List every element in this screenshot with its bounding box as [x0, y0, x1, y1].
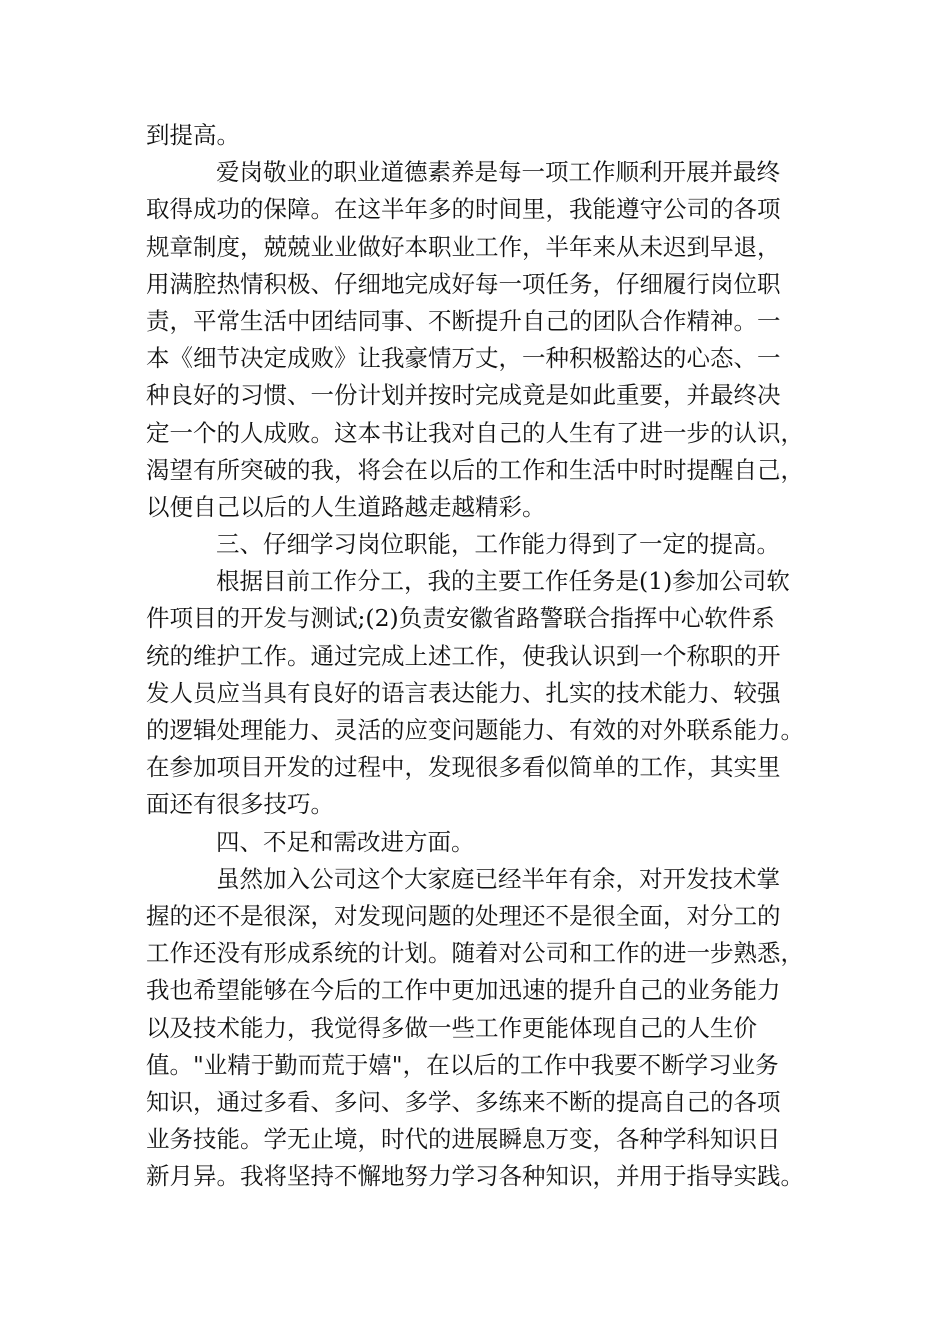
document-body: [146, 117, 810, 1195]
text-line: 工作还没有形成系统的计划。随着对公司和工作的进一步熟悉，: [146, 939, 804, 968]
text-line: 渴望有所突破的我，将会在以后的工作和生活中时时提醒自己，: [146, 455, 804, 484]
section-heading-4: 四、不足和需改进方面。: [216, 827, 475, 856]
paragraph-start-line: 爱岗敬业的职业道德素养是每一项工作顺利开展并最终: [216, 158, 780, 187]
text-line: 发人员应当具有良好的语言表达能力、扎实的技术能力、较强: [146, 678, 781, 707]
text-line: 取得成功的保障。在这半年多的时间里，我能遵守公司的各项: [146, 195, 781, 224]
text-line: 件项目的开发与测试;(2)负责安徽省路警联合指挥中心软件系: [146, 604, 775, 633]
text-line: 的逻辑处理能力、灵活的应变问题能力、有效的对外联系能力。: [146, 716, 804, 744]
text-line: 以及技术能力，我觉得多做一些工作更能体现自己的人生价: [146, 1013, 757, 1042]
section-heading-3: 三、仔细学习岗位职能，工作能力得到了一定的提高。: [216, 530, 780, 559]
text-line: 统的维护工作。通过完成上述工作，使我认识到一个称职的开: [146, 641, 781, 670]
text-line: 我也希望能够在今后的工作中更加迅速的提升自己的业务能力: [146, 976, 781, 1005]
paragraph-start-line: 虽然加入公司这个大家庭已经半年有余，对开发技术掌: [216, 864, 780, 893]
text-line: 值。"业精于勤而荒于嬉"，在以后的工作中我要不断学习业务: [146, 1050, 779, 1079]
text-line: 责，平常生活中团结同事、不断提升自己的团队合作精神。一: [146, 306, 781, 335]
text-line: 知识，通过多看、多问、多学、多练来不断的提高自己的各项: [146, 1087, 781, 1116]
text-line: 在参加项目开发的过程中，发现很多看似简单的工作，其实里: [146, 753, 781, 782]
text-line: 握的还不是很深，对发现问题的处理还不是很全面，对分工的: [146, 901, 781, 930]
text-line: 定一个的人成败。这本书让我对自己的人生有了进一步的认识，: [146, 418, 804, 447]
text-line: 面还有很多技巧。: [146, 790, 334, 819]
text-line: 业务技能。学无止境，时代的进展瞬息万变，各种学科知识日: [146, 1125, 781, 1154]
paragraph-start-line: 根据目前工作分工，我的主要工作任务是(1)参加公司软: [216, 567, 790, 596]
text-line: 本《细节决定成败》让我豪情万丈，一种积极豁达的心态、一: [146, 344, 781, 373]
text-line: 种良好的习惯、一份计划并按时完成竟是如此重要，并最终决: [146, 381, 781, 410]
text-line: 到提高。: [146, 121, 240, 149]
text-line: 规章制度，兢兢业业做好本职业工作，半年来从未迟到早退，: [146, 232, 781, 261]
text-line: 以便自己以后的人生道路越走越精彩。: [146, 492, 546, 521]
text-line: 新月异。我将坚持不懈地努力学习各种知识，并用于指导实践。: [146, 1162, 804, 1191]
text-line: 用满腔热情积极、仔细地完成好每一项任务，仔细履行岗位职: [146, 269, 781, 298]
